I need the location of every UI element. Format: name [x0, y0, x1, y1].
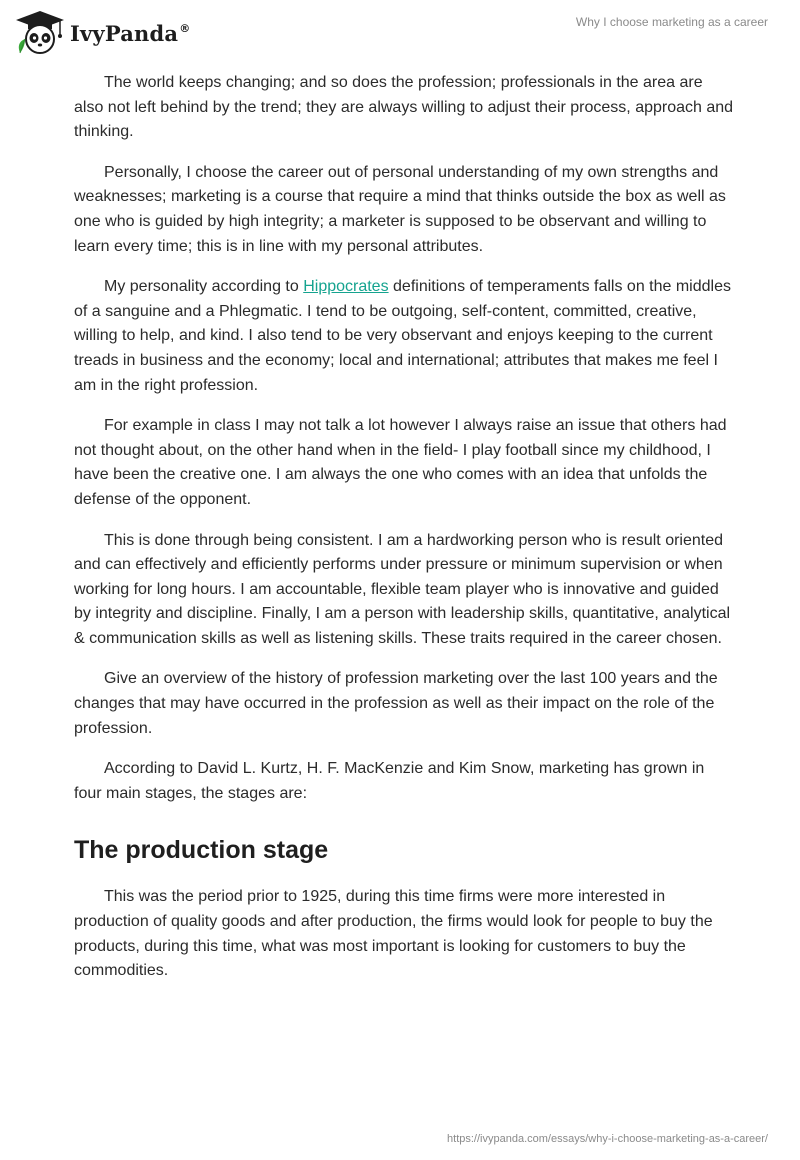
essay-body	[74, 71, 734, 1000]
page-header	[0, 0, 800, 64]
source-url: https://ivypanda.com/essays/why-i-choose-marketing-as-a-career/	[447, 1133, 768, 1145]
paragraph-3-rest: definitions of temperaments falls on the middles of a sanguine and a Phlegmatic. I tend to be outgoing, self-content, committed, creative, willing to help, and kind. I also tend to be very observant and enjoys keeping to the current treads in business and the economy; local and international; attributes that makes me feel I am in the right profession.	[74, 278, 731, 394]
panda-graduate-icon	[14, 9, 66, 55]
paragraph-4: For example in class I may not talk a lot however I always raise an issue that others had not thought about, on the other hand when in the field- I play football since my childhood, I have been the creative one. I am always the one who comes with an idea that unfolds the defense of the opponent.	[74, 417, 727, 508]
paragraph-3	[74, 275, 734, 398]
paragraph-3-lead: My personality according to	[104, 278, 304, 296]
section-heading-production-stage: The production stage	[74, 836, 329, 865]
registered-mark: ®	[179, 21, 191, 35]
hippocrates-link[interactable]: Hippocrates	[303, 278, 389, 296]
document-title: Why I choose marketing as a career	[575, 15, 768, 29]
paragraph-1: The world keeps changing; and so does the profession; professionals in the area are also not left behind by the trend; they are always willing to adjust their process, approach and thinking.	[74, 74, 734, 141]
ivypanda-logo-link[interactable]	[14, 9, 190, 55]
paragraph-5: This is done through being consistent. I am a hardworking person who is result oriented and can effectively and efficiently performs under pressure or minimum supervision or when working for long hours. I am accountable, flexible team player who is innovative and guided by integrity and discipline. Finally, I am a person with leadership skills, quantitative, analytical & communication skills as well as listening skills. These traits required in the career chosen.	[74, 531, 731, 647]
logo-wordmark: IvyPanda®	[70, 20, 191, 46]
paragraph-8: This was the period prior to 1925, during this time firms were more interested in production of quality goods and after production, the firms would look for people to buy the products, during this time, what was most important is looking for customers to buy the commodities.	[74, 888, 713, 980]
paragraph-7: According to David L. Kurtz, H. F. MacKenzie and Kim Snow, marketing has grown in four main stages, the stages are:	[74, 760, 705, 802]
paragraph-6: Give an overview of the history of profession marketing over the last 100 years and the changes that may have occurred in the profession as well as their impact on the role of the profession.	[74, 670, 718, 737]
paragraph-2: Personally, I choose the career out of personal understanding of my own strengths and weaknesses; marketing is a course that require a mind that thinks outside the box as well as one who is guided by high integrity; a marketer is supposed to be observant and willing to learn every time; this is in line with my personal attributes.	[74, 163, 726, 255]
